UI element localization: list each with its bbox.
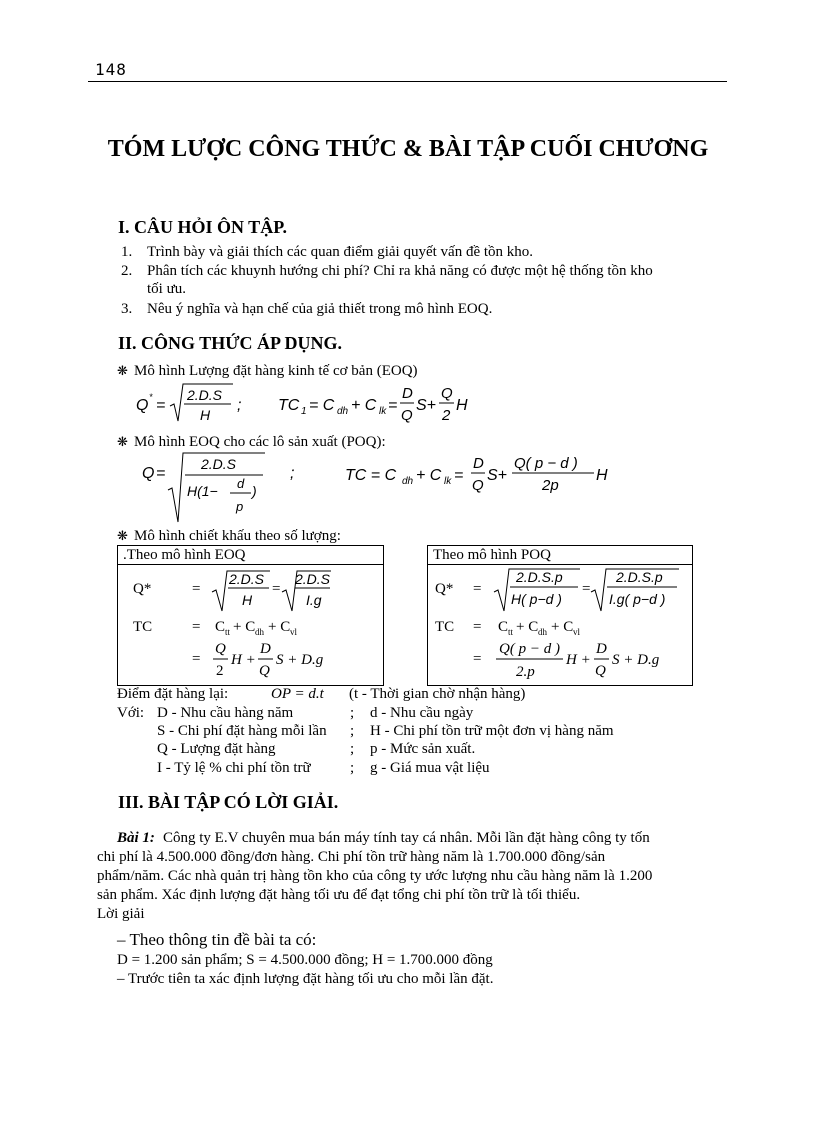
bullet-icon: ❋ xyxy=(117,434,128,449)
legend-left: D - Nhu cầu hàng năm xyxy=(157,705,294,721)
reorder-note: (t - Thời gian chờ nhận hàng) xyxy=(349,686,526,702)
svg-text:dh: dh xyxy=(402,476,414,487)
svg-text:+ C: + C xyxy=(268,619,291,635)
svg-text:+ C: + C xyxy=(551,619,574,635)
svg-text:C: C xyxy=(215,619,226,635)
section-heading-exercises: III. BÀI TẬP CÓ LỜI GIẢI. xyxy=(118,792,339,812)
svg-text:=: = xyxy=(156,465,166,482)
svg-text:H(1−: H(1− xyxy=(187,483,218,499)
svg-text:=: = xyxy=(272,581,281,597)
svg-text:H +: H + xyxy=(566,652,591,668)
svg-text:2.D.S.p: 2.D.S.p xyxy=(516,569,563,585)
exercise-text-line: phẩm/năm. Các nhà quản trị hàng tồn kho của công ty ước lượng nhu cầu hàng năm là 1.200 xyxy=(97,868,653,884)
page-title: TÓM LƯỢC CÔNG THỨC & BÀI TẬP CUỐI CHƯƠNG xyxy=(107,136,709,162)
svg-text:H: H xyxy=(596,467,608,484)
legend-with-label: Với: xyxy=(117,705,145,721)
svg-text:I.g( p−d ): I.g( p−d ) xyxy=(609,591,666,607)
legend-left: Q - Lượng đặt hàng xyxy=(157,741,276,757)
svg-text:2.D.S.p: 2.D.S.p xyxy=(616,569,663,585)
legend-left: S - Chi phí đặt hàng mỗi lần xyxy=(157,723,327,739)
svg-text:D: D xyxy=(596,641,607,657)
poq-box-title: Theo mô hình POQ xyxy=(428,546,692,565)
svg-text:2: 2 xyxy=(216,663,224,679)
svg-text:lk: lk xyxy=(379,406,387,417)
svg-text:=: = xyxy=(473,619,482,635)
svg-text:D: D xyxy=(473,455,484,472)
svg-text:+ C: + C xyxy=(416,467,442,484)
svg-text:I.g: I.g xyxy=(306,592,322,608)
svg-text:Q: Q xyxy=(142,465,155,482)
svg-text:;: ; xyxy=(237,397,242,414)
eoq-box-title: .Theo mô hình EOQ xyxy=(118,546,383,565)
svg-text:S+: S+ xyxy=(487,467,508,484)
legend-separator: ; xyxy=(350,723,355,739)
svg-text:): ) xyxy=(252,483,257,499)
svg-text:2.D.S: 2.D.S xyxy=(295,571,331,587)
svg-text:=: = xyxy=(192,581,201,597)
svg-text:=: = xyxy=(454,467,464,484)
solution-label: Lời giải xyxy=(97,906,145,922)
svg-text:H: H xyxy=(456,397,468,414)
svg-text:2: 2 xyxy=(442,407,451,424)
svg-text:Q( p − d ): Q( p − d ) xyxy=(514,455,578,472)
svg-text:vl: vl xyxy=(290,627,298,637)
svg-text:+ C: + C xyxy=(516,619,539,635)
svg-text:= C: = C xyxy=(309,397,335,414)
svg-text:vl: vl xyxy=(573,627,581,637)
svg-text:1: 1 xyxy=(301,406,307,417)
svg-text:TC = C: TC = C xyxy=(345,467,397,484)
svg-text:=: = xyxy=(192,651,201,667)
svg-text:p: p xyxy=(236,499,244,514)
svg-text:=: = xyxy=(388,397,398,414)
svg-text:Q: Q xyxy=(441,385,453,402)
svg-text:tt: tt xyxy=(508,627,514,637)
legend-left: I - Tỷ lệ % chi phí tồn trữ xyxy=(157,760,311,776)
svg-text:Q: Q xyxy=(401,407,413,424)
svg-text:TC: TC xyxy=(133,619,153,635)
svg-text:2.D.S: 2.D.S xyxy=(229,571,265,587)
eoq-label: Mô hình Lượng đặt hàng kinh tế cơ bản (EOQ) xyxy=(134,363,418,379)
section-heading-review: I. CÂU HỎI ÔN TẬP. xyxy=(118,217,288,237)
svg-text:tt: tt xyxy=(225,627,231,637)
svg-text:+ C: + C xyxy=(351,397,377,414)
list-item-number: 3. xyxy=(121,301,133,317)
svg-text:dh: dh xyxy=(337,406,349,417)
svg-text:D: D xyxy=(260,641,271,657)
svg-text:2.p: 2.p xyxy=(516,664,535,680)
svg-text:H( p−d ): H( p−d ) xyxy=(511,591,562,607)
solution-line: – Trước tiên ta xác định lượng đặt hàng tối ưu cho mỗi lần đặt. xyxy=(117,971,494,987)
svg-text:Q: Q xyxy=(136,397,149,414)
list-item-number: 2. xyxy=(121,263,133,279)
svg-text:Q*: Q* xyxy=(133,581,152,597)
page-number: 148 xyxy=(95,60,127,79)
exercise-text-line: sản phẩm. Xác định lượng đặt hàng tối ưu để đạt tổng chi phí tồn trữ là tối thiểu. xyxy=(97,887,581,903)
legend-right: H - Chi phí tồn trữ một đơn vị hàng năm xyxy=(370,723,614,739)
list-item: Trình bày và giải thích các quan điểm giải quyết vấn đề tồn kho. xyxy=(147,244,534,260)
svg-text:=: = xyxy=(473,581,482,597)
svg-text:Q: Q xyxy=(595,663,606,679)
svg-text:=: = xyxy=(156,397,166,414)
list-item: Nêu ý nghĩa và hạn chế của giả thiết trong mô hình EOQ. xyxy=(147,301,493,317)
svg-text:*: * xyxy=(149,392,153,402)
svg-text:d: d xyxy=(237,476,245,491)
svg-text:H +: H + xyxy=(231,652,256,668)
header-rule xyxy=(88,81,727,82)
list-item: Phân tích các khuynh hướng chi phí? Chỉ ra khả năng có được một hệ thống tồn kho xyxy=(147,263,653,279)
poq-discount-formulas xyxy=(428,565,692,685)
svg-text:2.D.S: 2.D.S xyxy=(201,456,237,472)
exercise-label: Bài 1: xyxy=(117,830,155,846)
svg-text:C: C xyxy=(498,619,509,635)
svg-text:TC: TC xyxy=(435,619,455,635)
svg-text:Q( p − d ): Q( p − d ) xyxy=(499,641,560,657)
svg-text:2p: 2p xyxy=(542,477,559,494)
svg-text:Q: Q xyxy=(472,477,484,494)
legend-separator: ; xyxy=(350,741,355,757)
svg-text:;: ; xyxy=(290,465,295,482)
legend-right: p - Mức sản xuất. xyxy=(370,741,476,757)
eoq-discount-formulas xyxy=(118,565,383,685)
exercise-text-line: chi phí là 4.500.000 đồng/đơn hàng. Chi phí tồn trữ hàng năm là 1.700.000 đồng/sản xyxy=(97,849,606,865)
bullet-icon: ❋ xyxy=(117,528,128,543)
list-item-continuation: tối ưu. xyxy=(147,281,186,297)
solution-line: – Theo thông tin đề bài ta có: xyxy=(117,930,317,949)
eoq-discount-box xyxy=(117,545,384,686)
legend-right: d - Nhu cầu ngày xyxy=(370,705,474,721)
svg-text:S + D.g: S + D.g xyxy=(612,652,660,668)
svg-text:Q: Q xyxy=(215,641,226,657)
poq-discount-box xyxy=(427,545,693,686)
svg-text:dh: dh xyxy=(538,627,547,637)
svg-text:Q*: Q* xyxy=(435,581,454,597)
svg-text:=: = xyxy=(192,619,201,635)
svg-text:lk: lk xyxy=(444,476,452,487)
svg-text:H: H xyxy=(242,592,253,608)
svg-text:S+: S+ xyxy=(416,397,437,414)
eoq-formula xyxy=(130,378,510,428)
poq-formula xyxy=(130,448,630,526)
exercise-text-line: Công ty E.V chuyên mua bán máy tính tay cá nhân. Mỗi lần đặt hàng công ty tốn xyxy=(163,830,650,846)
svg-text:2.D.S: 2.D.S xyxy=(187,387,223,403)
bullet-icon: ❋ xyxy=(117,363,128,378)
discount-label: Mô hình chiết khấu theo số lượng: xyxy=(134,528,341,544)
reorder-label: Điểm đặt hàng lại: xyxy=(117,686,229,702)
reorder-formula: OP = d.t xyxy=(271,686,324,702)
svg-text:=: = xyxy=(473,651,482,667)
poq-label: Mô hình EOQ cho các lô sản xuất (POQ): xyxy=(134,434,386,450)
svg-text:=: = xyxy=(582,581,591,597)
svg-text:D: D xyxy=(402,385,413,402)
svg-text:H: H xyxy=(200,407,211,423)
svg-text:Q: Q xyxy=(259,663,270,679)
solution-line: D = 1.200 sản phẩm; S = 4.500.000 đồng; H = 1.700.000 đồng xyxy=(117,952,493,968)
legend-separator: ; xyxy=(350,705,355,721)
legend-right: g - Giá mua vật liệu xyxy=(370,760,490,776)
svg-text:dh: dh xyxy=(255,627,264,637)
svg-text:S + D.g: S + D.g xyxy=(276,652,324,668)
section-heading-formulas: II. CÔNG THỨC ÁP DỤNG. xyxy=(118,333,343,353)
svg-text:+ C: + C xyxy=(233,619,256,635)
legend-separator: ; xyxy=(350,760,355,776)
svg-text:TC: TC xyxy=(278,397,300,414)
list-item-number: 1. xyxy=(121,244,133,260)
